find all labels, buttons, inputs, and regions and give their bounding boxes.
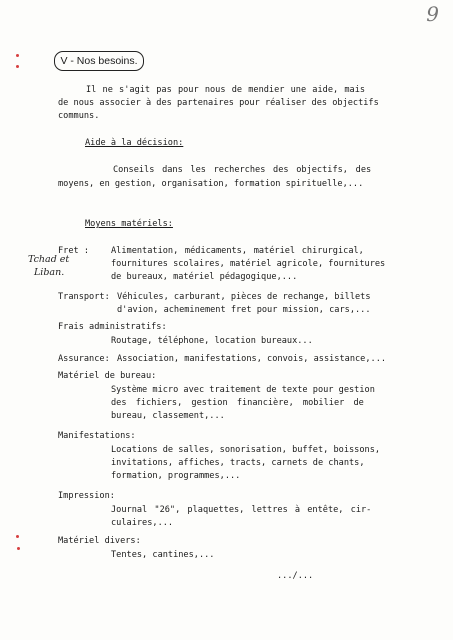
manifestations-label: Manifestations: xyxy=(58,431,136,441)
intro-line: Il ne s'agit pas pour nous de mendier une aide, mais xyxy=(86,85,366,95)
manifestations-line: Locations de salles, sonorisation, buffet, boissons, xyxy=(111,445,381,455)
impression-line: culaires,... xyxy=(111,518,174,528)
aide-line: Conseils dans les recherches des objectifs, des xyxy=(113,165,372,175)
continuation-mark: .../... xyxy=(277,571,314,581)
materiel-bureau-label: Matériel de bureau: xyxy=(58,371,157,381)
divers-line: Tentes, cantines,... xyxy=(111,550,215,560)
transport-label: Transport: xyxy=(58,292,110,302)
manifestations-line: formation, programmes,... xyxy=(111,471,241,481)
intro-line: communs. xyxy=(58,111,100,121)
aide-heading: Aide à la décision: xyxy=(85,138,184,148)
section-title: V - Nos besoins. xyxy=(54,51,144,71)
page-number: 9 xyxy=(426,2,439,26)
impression-line: Journal "26", plaquettes, lettres à entête, cir- xyxy=(111,505,372,515)
binder-dot xyxy=(16,535,19,538)
binder-dot xyxy=(16,54,19,57)
materiel-bureau-line: Système micro avec traitement de texte pour gestion xyxy=(111,385,375,395)
fret-line: fournitures scolaires, matériel agricole, fournitures xyxy=(111,259,386,269)
intro-line: de nous associer à des partenaires pour réaliser des objectifs xyxy=(58,98,379,108)
impression-label: Impression: xyxy=(58,491,115,501)
fret-label: Fret : xyxy=(58,246,90,256)
handwritten-note: Liban. xyxy=(34,267,65,278)
transport-line: Véhicules, carburant, pièces de rechange, billets xyxy=(117,292,371,302)
materiel-bureau-line: des fichiers, gestion financière, mobilier de xyxy=(111,398,364,408)
assurance-line: Association, manifestations, convois, assistance,... xyxy=(117,354,387,364)
fret-line: Alimentation, médicaments, matériel chirurgical, xyxy=(111,246,364,256)
fret-line: de bureaux, matériel pédagogique,... xyxy=(111,272,298,282)
binder-dot xyxy=(17,547,20,550)
moyens-heading: Moyens matériels: xyxy=(85,219,173,229)
materiel-bureau-line: bureau, classement,... xyxy=(111,411,225,421)
divers-label: Matériel divers: xyxy=(58,536,141,546)
frais-label: Frais administratifs: xyxy=(58,322,167,332)
binder-dot xyxy=(16,65,19,68)
handwritten-note: Tchad et xyxy=(28,254,70,265)
transport-line: d'avion, acheminement fret pour mission, cars,... xyxy=(117,305,371,315)
manifestations-line: invitations, affiches, tracts, carnets de chants, xyxy=(111,458,365,468)
aide-line: moyens, en gestion, organisation, formation spirituelle,... xyxy=(58,179,364,189)
assurance-label: Assurance: xyxy=(58,354,110,364)
frais-line: Routage, téléphone, location bureaux... xyxy=(111,336,313,346)
